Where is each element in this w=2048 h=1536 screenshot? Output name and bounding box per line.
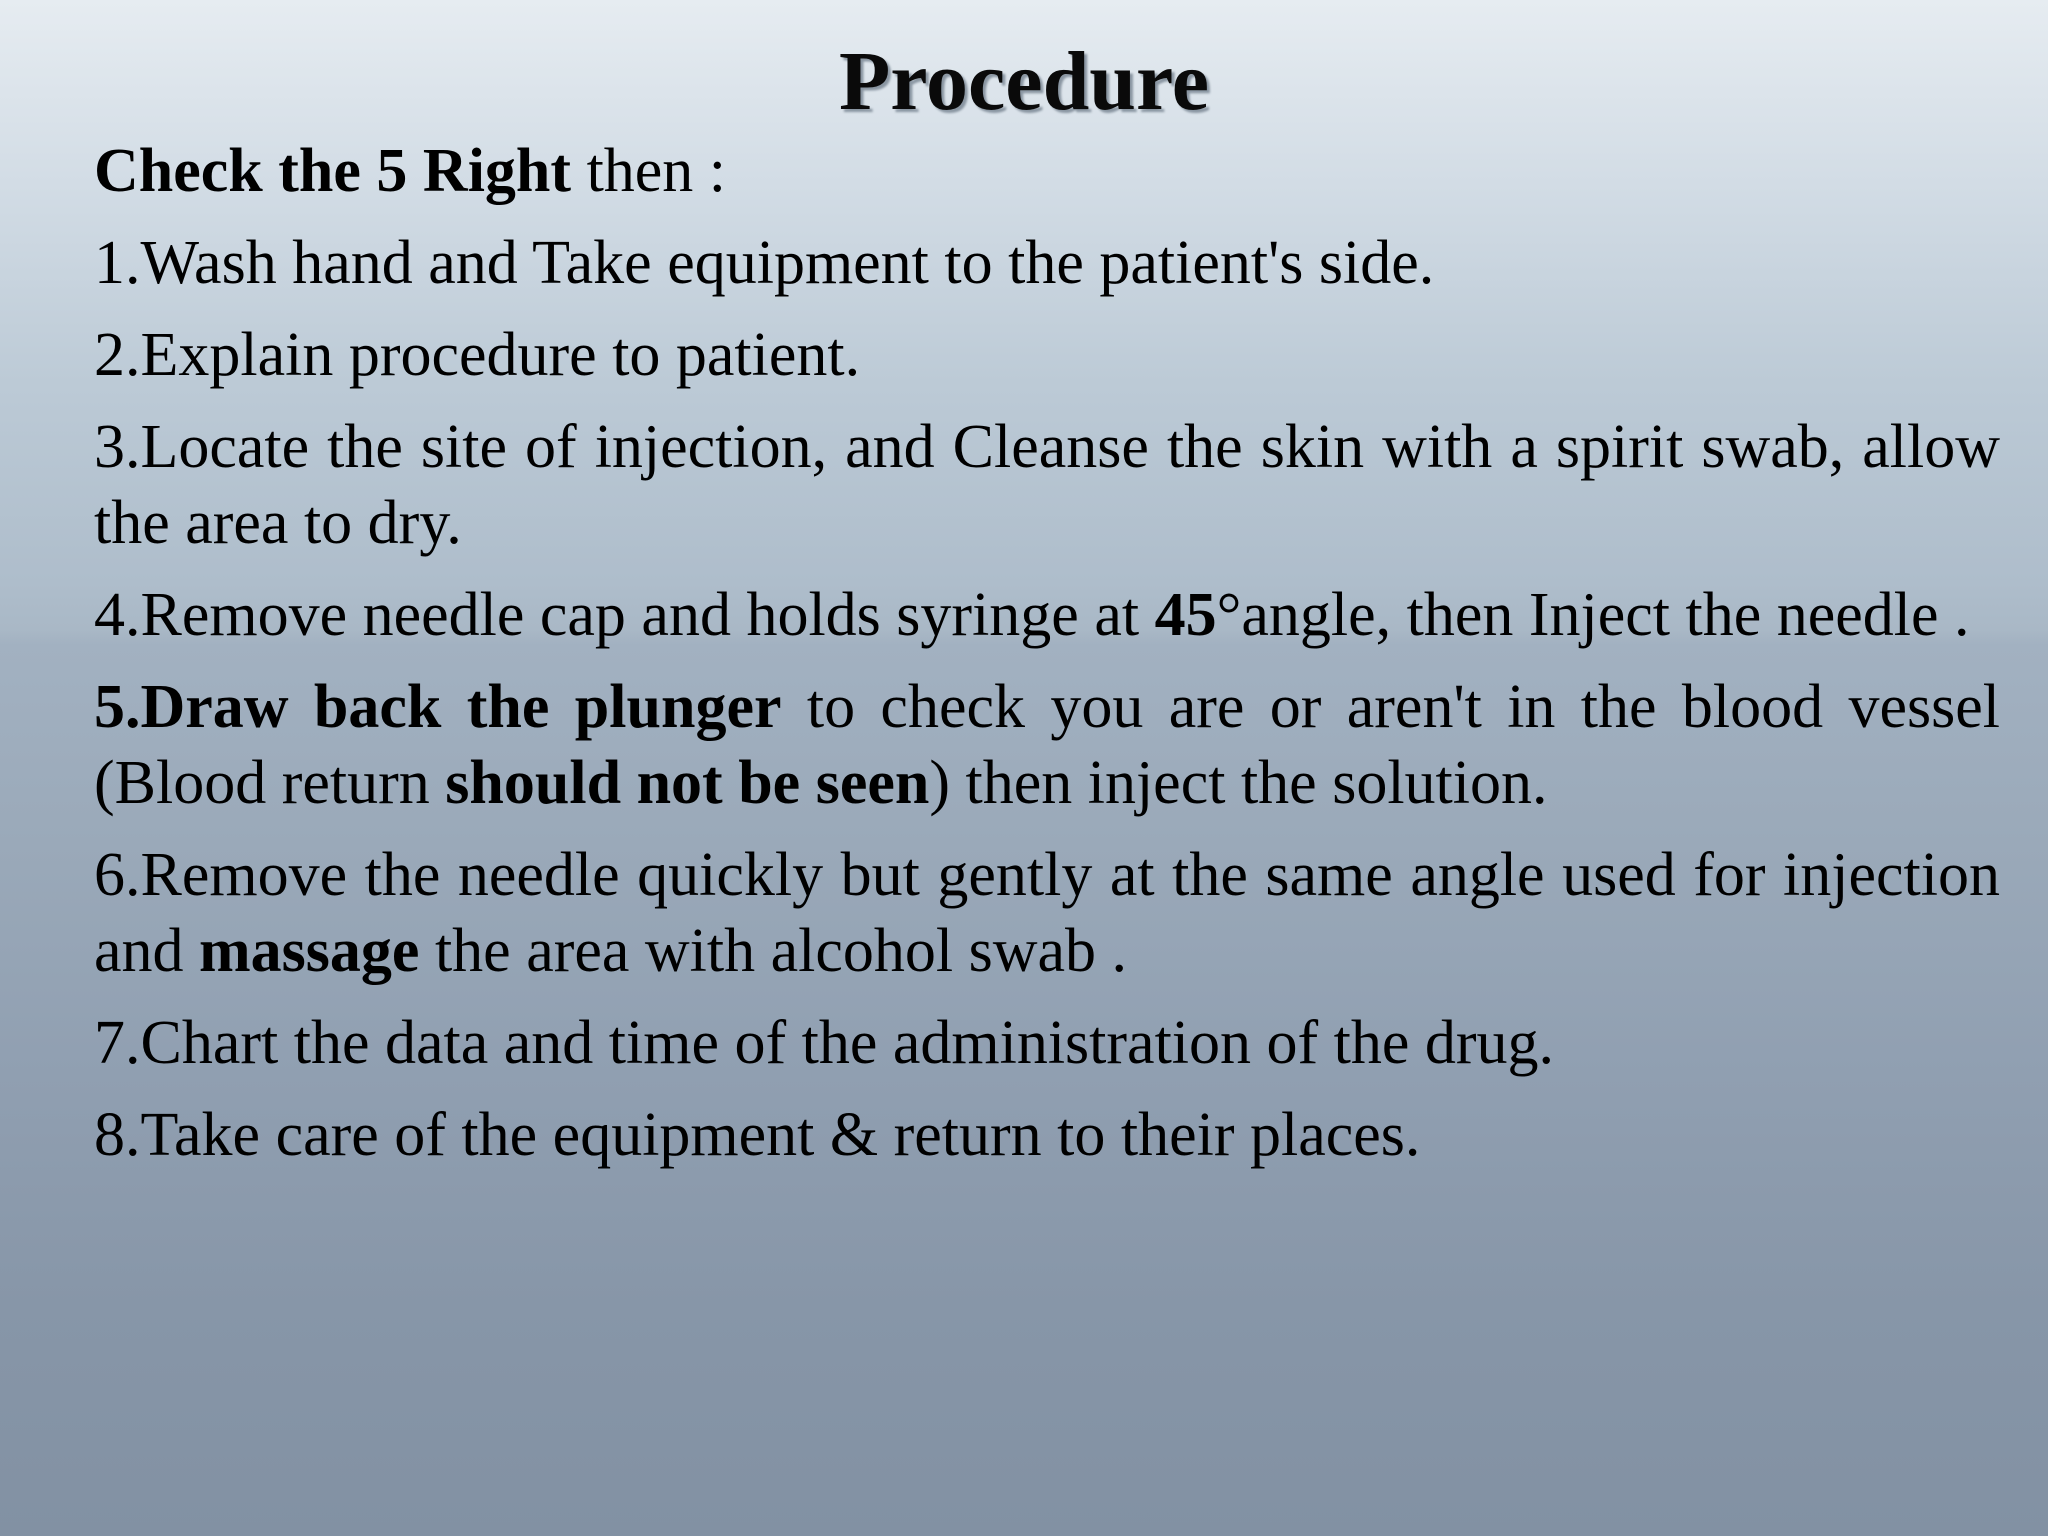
procedure-steps (94, 225, 2000, 1173)
step-1-text: 1.Wash hand and Take equipment to the patient's side. (94, 229, 1435, 297)
step-6-bold: massage (199, 917, 420, 985)
step-4 (94, 577, 2000, 653)
step-6-text-a: 6.Remove the needle quickly but gently at the same angle used for injection and (94, 841, 2000, 985)
step-6 (94, 837, 2000, 989)
step-2-text: 2.Explain procedure to patient. (94, 321, 861, 389)
intro-line (94, 133, 2000, 209)
step-4-angle: 45 (1154, 581, 1217, 649)
step-7-text: 7.Chart the data and time of the administration of the drug. (94, 1009, 1555, 1077)
step-4-text-a: 4.Remove needle cap and holds syringe at (94, 581, 1155, 649)
step-5-bold-a: 5.Draw back the plunger (94, 673, 782, 741)
intro-bold: Check the 5 Right (94, 137, 572, 205)
step-3-text: 3.Locate the site of injection, and Cleanse the skin with a spirit swab, allow the area to dry. (94, 413, 2000, 557)
slide-title: Procedure (838, 35, 1210, 128)
step-1 (94, 225, 2000, 301)
step-3 (94, 409, 2000, 561)
intro-rest: then : (571, 137, 727, 205)
step-5-bold-b: should not be seen (445, 749, 930, 817)
step-6-text-b: the area with alcohol swab . (419, 917, 1128, 985)
step-8 (94, 1097, 2000, 1173)
step-8-text: 8.Take care of the equipment & return to their places. (94, 1101, 1421, 1169)
step-5-text-a: to check you are or aren't in the blood vessel (Blood return (94, 673, 2000, 817)
slide-body (94, 133, 2000, 1189)
step-2 (94, 317, 2000, 393)
step-5 (94, 669, 2000, 821)
step-4-text-b: °angle, then Inject the needle . (1216, 581, 1970, 649)
step-5-text-b: ) then inject the solution. (929, 749, 1548, 817)
step-7 (94, 1005, 2000, 1081)
